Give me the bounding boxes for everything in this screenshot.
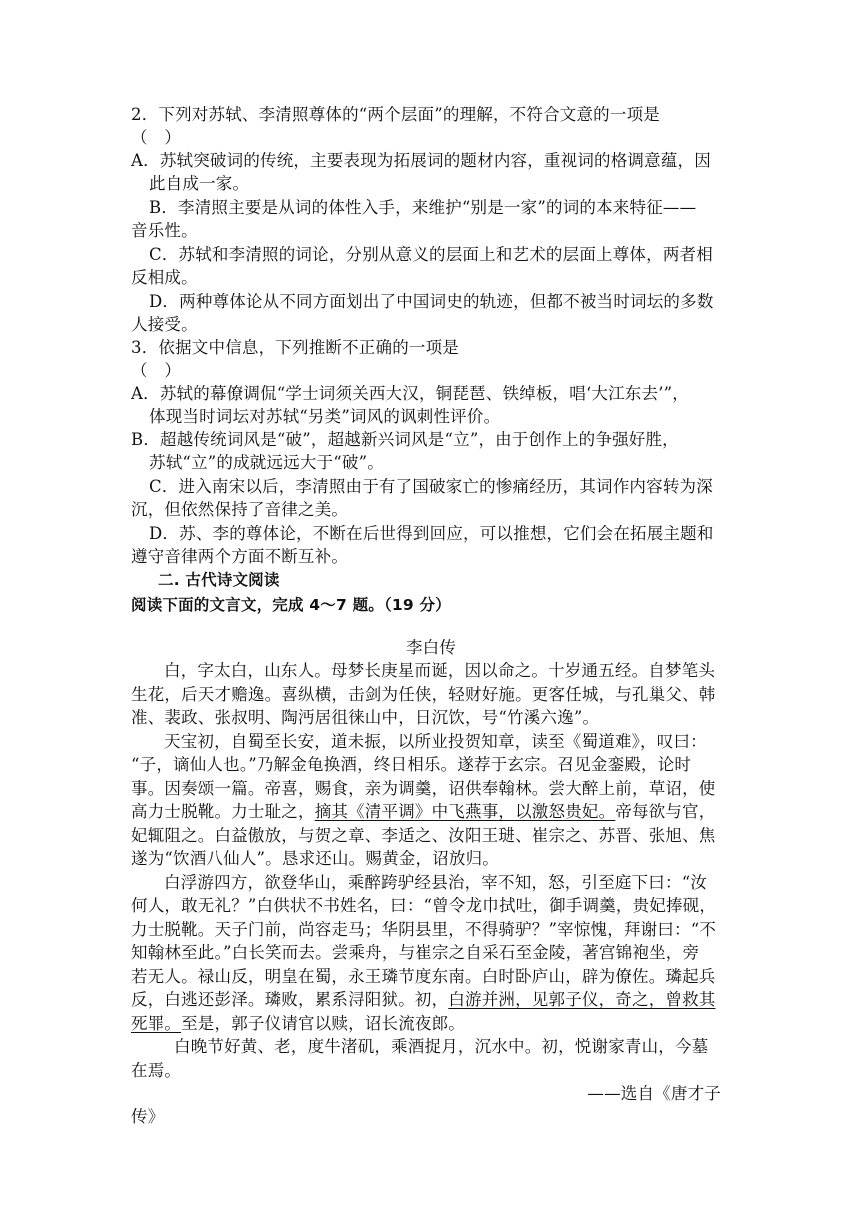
passage-source: ——选自《唐才子 xyxy=(587,1084,721,1103)
passage-line: 力士脱靴。天子门前，尚容走马；华阴县里，不得骑驴？”宰惊愧，拜谢曰：“不 xyxy=(131,920,717,939)
q2-option-d: D．两种尊体论从不同方面划出了中国词史的轨迹，但都不被当时词坛的多数 xyxy=(149,292,714,311)
q2-option-b: B．李清照主要是从词的体性入手，来维护“别是一家”的词的本来特征—— xyxy=(149,198,697,217)
passage-line: 事。因奏颂一篇。帝喜，赐食，亲为调羹，诏供奉翰林。尝大醉上前，草诏，使 xyxy=(131,779,716,798)
q2-answer-paren: （ ） xyxy=(131,128,182,147)
q2-option-c: C．苏轼和李清照的词论，分别从意义的层面上和艺术的层面上尊体，两者相 xyxy=(149,245,713,264)
passage-line: 准、裴政、张叔明、陶沔居徂徕山中，日沉饮，号“竹溪六逸”。 xyxy=(131,708,600,727)
passage-line xyxy=(131,801,731,823)
q3-option-b: B．超越传统词风是“破”，超越新兴词风是“立”，由于创作上的争强好胜， xyxy=(131,430,679,449)
passage-line: 遂为“饮酒八仙人”。恳求还山。赐黄金，诏放归。 xyxy=(131,849,499,868)
underlined-sentence: 摘其《清平调》中飞燕事，以激怒贵妃。 xyxy=(314,802,616,821)
q3-option-b-cont: 苏轼“立”的成就远远大于“破”。 xyxy=(149,453,384,472)
passage-line xyxy=(131,1013,731,1035)
q3-option-a: A．苏轼的幕僚调侃“学士词须关西大汉，铜琵琶、铁绰板，唱‘大江东去’”， xyxy=(131,384,689,403)
q2-stem: 2．下列对苏轼、李清照尊体的“两个层面”的理解，不符合文意的一项是 xyxy=(131,105,660,124)
q2-option-d-cont: 人接受。 xyxy=(131,315,198,334)
passage-line: 妃辄阻之。白益傲放，与贺之章、李适之、汝阳王琎、崔宗之、苏晋、张旭、焦 xyxy=(131,826,716,845)
q3-option-a-cont: 体现当时词坛对苏轼“另类”词风的讽刺性评价。 xyxy=(149,407,501,426)
passage-title: 李白传 xyxy=(405,638,457,657)
q3-option-c: C．进入南宋以后，李清照由于有了国破家亡的惨痛经历，其词作内容转为深 xyxy=(149,477,713,496)
passage-source-cont: 传》 xyxy=(131,1107,165,1126)
q3-stem: 3．依据文中信息，下列推断不正确的一项是 xyxy=(131,338,459,357)
passage-line: 生花，后天才赡逸。喜纵横，击剑为任侠，轻财好施。更客任城，与孔巢父、韩 xyxy=(131,685,716,704)
q3-option-c-cont: 沉，但依然保持了音律之美。 xyxy=(131,500,349,519)
passage-line xyxy=(131,989,731,1011)
passage-line: 白，字太白，山东人。母梦长庚星而诞，因以命之。十岁通五经。自梦笔头 xyxy=(164,661,716,680)
q2-option-a-cont: 此自成一家。 xyxy=(149,174,250,193)
passage-text: 反，白逃还彭泽。璘败，累系浔阳狱。初， xyxy=(131,990,449,1009)
q3-answer-paren: （ ） xyxy=(131,361,182,380)
passage-line: 若无人。禄山反，明皇在蜀，永王璘节度东南。白时卧庐山，辟为僚佐。璘起兵 xyxy=(131,967,716,986)
q3-option-d: D．苏、李的尊体论，不断在后世得到回应，可以推想，它们会在拓展主题和 xyxy=(149,524,714,543)
passage-line: 天宝初，自蜀至长安，道未振，以所业投贺知章，读至《蜀道难》，叹曰： xyxy=(164,732,707,751)
passage-line: 白浮游四方，欲登华山，乘醉跨驴经县治，宰不知，怒，引至庭下曰：“汝 xyxy=(164,873,708,892)
q2-option-b-cont: 音乐性。 xyxy=(131,221,198,240)
passage-line: 知翰林至此。”白长笑而去。尝乘舟，与崔宗之自采石至金陵，著宫锦袍坐，旁 xyxy=(131,943,700,962)
passage-line: 在焉。 xyxy=(131,1061,182,1080)
underlined-sentence: 死罪。 xyxy=(131,1014,182,1033)
passage-line: “子，谪仙人也。”乃解金龟换酒，终日相乐。遂荐于玄宗。召见金銮殿，论时 xyxy=(131,755,692,774)
passage-text: 帝每欲与官， xyxy=(615,802,716,821)
passage-line: 白晚节好黄、老，度牛渚矶，乘酒捉月，沉水中。初，悦谢家青山，今墓 xyxy=(174,1037,709,1056)
q2-option-a: A．苏轼突破词的传统，主要表现为拓展词的题材内容，重视词的格调意蕴，因 xyxy=(131,151,711,170)
q3-option-d-cont: 遵守音律两个方面不断互补。 xyxy=(131,547,349,566)
underlined-sentence: 白游并洲，见郭子仪，奇之，曾救其 xyxy=(448,990,716,1009)
passage-line: 何人，敢无礼？”白供状不书姓名，曰：“曾令龙巾拭吐，御手调羹，贵妃捧砚， xyxy=(131,896,717,915)
passage-text: 至是，郭子仪请官以赎，诏长流夜郎。 xyxy=(181,1014,466,1033)
section-instruction: 阅读下面的文言文，完成 4～7 题。（19 分） xyxy=(131,596,451,614)
q2-option-c-cont: 反相成。 xyxy=(131,268,198,287)
passage-text: 高力士脱靴。力士耻之， xyxy=(131,802,315,821)
section-heading: 二. 古代诗文阅读 xyxy=(158,571,280,589)
